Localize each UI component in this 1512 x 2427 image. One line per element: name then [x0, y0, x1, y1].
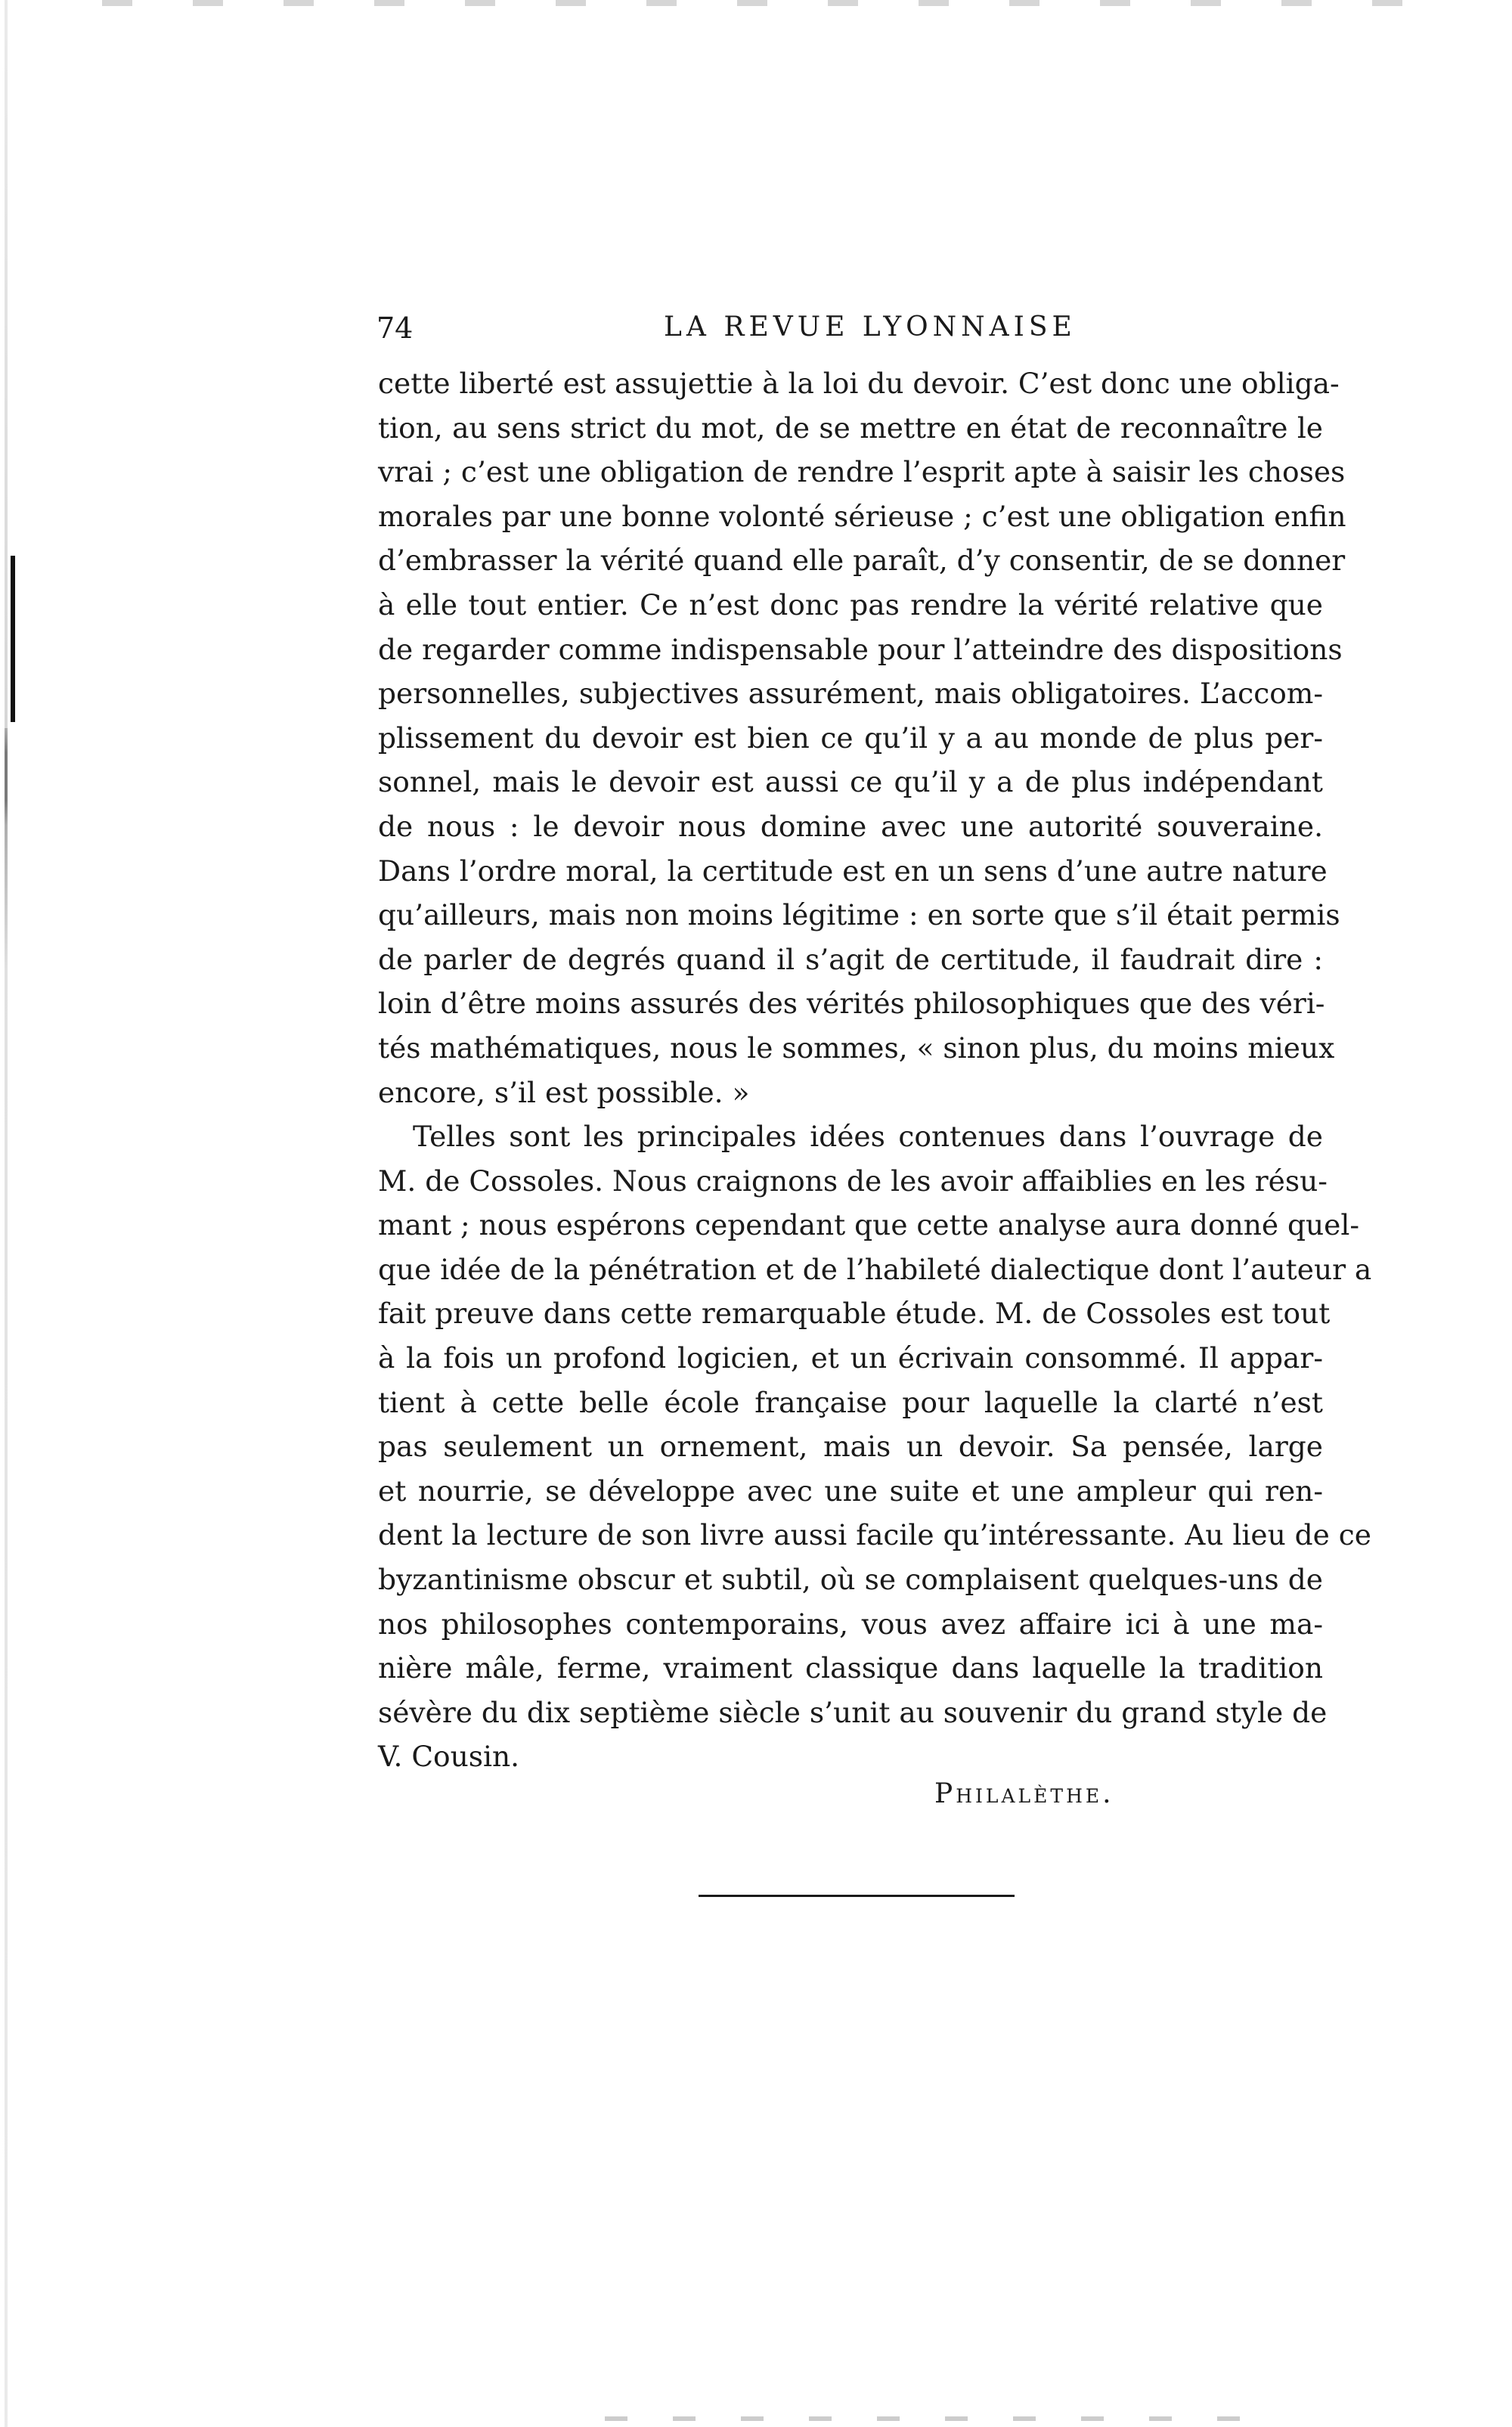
text-line: Dans l’ordre moral, la certitude est en un sens d’une autre nature [378, 854, 1328, 888]
text-line: de nous : le devoir nous domine avec une autorité souveraine. [378, 809, 1323, 843]
text-line: tés mathématiques, nous le sommes, « sinon plus, du moins mieux [378, 1031, 1335, 1065]
text-line: personnelles, subjectives assurément, mais obligatoires. L’accom- [378, 677, 1323, 711]
text-line: à elle tout entier. Ce n’est donc pas rendre la vérité relative que [378, 587, 1323, 621]
text-line: fait preuve dans cette remarquable étude. M. de Cossoles est tout [378, 1297, 1331, 1331]
text-line: dent la lecture de son livre aussi facile qu’intéressante. Au lieu de ce [378, 1518, 1371, 1552]
text-line: nos philosophes contemporains, vous avez affaire ici à une ma- [378, 1607, 1323, 1641]
text-line: M. de Cossoles. Nous craignons de les avoir affaiblies en les résu- [378, 1164, 1328, 1198]
scan-edge-left [5, 0, 8, 2427]
text-line: pas seulement un ornement, mais un devoir. Sa pensée, large [378, 1430, 1323, 1464]
text-line: cette liberté est assujettie à la loi du devoir. C’est donc une obliga- [378, 367, 1340, 400]
text-line: morales par une bonne volonté sérieuse ; c’est une obligation enfin [378, 499, 1346, 533]
scan-edge-top [60, 0, 1452, 6]
text-line: d’embrasser la vérité quand elle paraît, d’y consentir, de se donner [378, 544, 1346, 578]
text-line: tion, au sens strict du mot, de se mettre en état de reconnaître le [378, 411, 1323, 445]
text-line: encore, s’il est possible. » [378, 1075, 750, 1109]
page-number: 74 [376, 312, 414, 345]
author-signature: Philalèthe. [934, 1778, 1114, 1809]
text-line: de regarder comme indispensable pour l’atteindre des dispositions [378, 632, 1343, 666]
text-line: Telles sont les principales idées contenues dans l’ouvrage de [413, 1120, 1323, 1154]
section-divider [699, 1895, 1015, 1897]
text-line: mant ; nous espérons cependant que cette analyse aura donné quel- [378, 1208, 1359, 1242]
text-line: à la fois un profond logicien, et un écrivain consommé. Il appar- [378, 1341, 1323, 1375]
text-line: tient à cette belle école française pour laquelle la clarté n’est [378, 1385, 1323, 1419]
text-line: plissement du devoir est bien ce qu’il y a au monde de plus per- [378, 721, 1323, 755]
running-header [376, 312, 1337, 354]
text-line: nière mâle, ferme, vraiment classique dans laquelle la tradition [378, 1651, 1323, 1685]
text-line: vrai ; c’est une obligation de rendre l’esprit apte à saisir les choses [378, 455, 1346, 489]
scan-binding-mark [11, 556, 15, 722]
text-line: loin d’être moins assurés des vérités philosophiques que des véri- [378, 987, 1325, 1021]
text-line: sonnel, mais le devoir est aussi ce qu’il y a de plus indépendant [378, 765, 1323, 799]
running-title: LA REVUE LYONNAISE [664, 312, 1077, 343]
text-line: byzantinisme obscur et subtil, où se complaisent quelques-uns de [378, 1563, 1323, 1597]
text-line: V. Cousin. [378, 1740, 520, 1774]
text-line: et nourrie, se développe avec une suite et une ampleur qui ren- [378, 1474, 1323, 1508]
text-line: qu’ailleurs, mais non moins légitime : en sorte que s’il était permis [378, 898, 1340, 932]
text-line: de parler de degrés quand il s’agit de certitude, il faudrait dire : [378, 942, 1323, 976]
scan-edge-bottom [575, 2416, 1255, 2421]
body-text [378, 361, 1372, 1779]
text-line: que idée de la pénétration et de l’habileté dialectique dont l’auteur a [378, 1252, 1372, 1286]
text-line: sévère du dix septième siècle s’unit au souvenir du grand style de [378, 1695, 1328, 1729]
